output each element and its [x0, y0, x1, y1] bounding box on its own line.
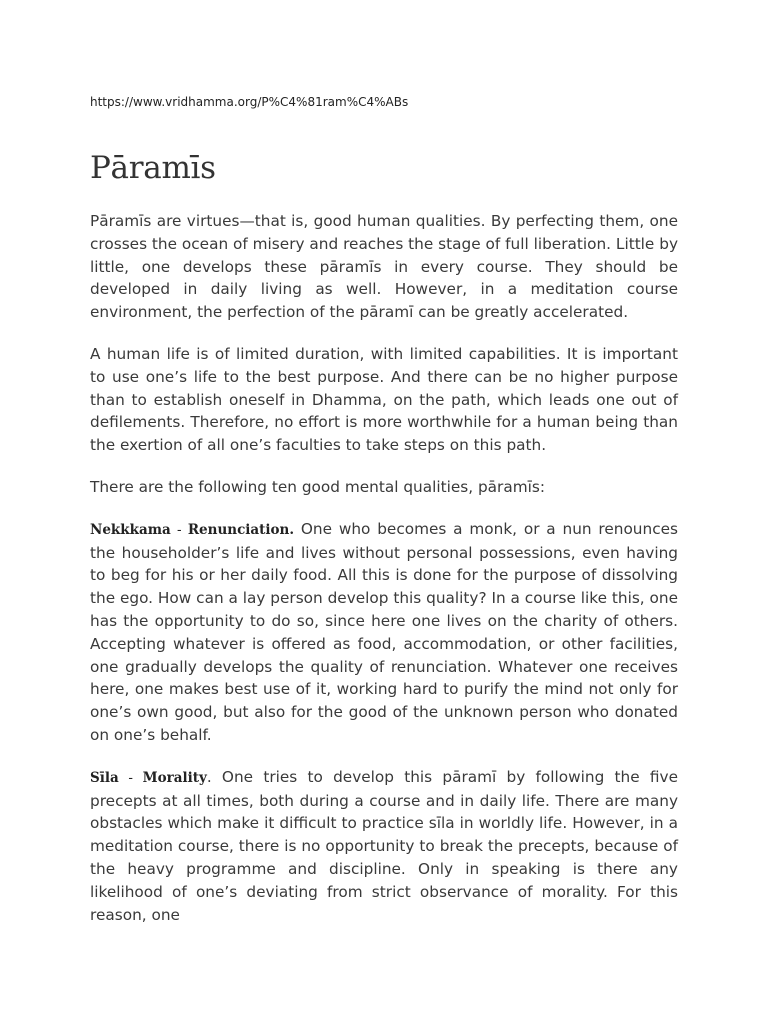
list-intro-paragraph: There are the following ten good mental qualities, pāramīs:: [90, 477, 545, 496]
intro-paragraph: Pāramīs are virtues—that is, good human qualities. By perfecting them, one crosses the ocean of misery and reaches the stage of full liberation. Little by little, one develops these pāramīs in every course. They should be developed in daily living as well. However, in a meditation course environment, the perfection of the pāramī can be greatly accelerated.: [90, 212, 678, 322]
page-title: Pāramīs: [90, 150, 216, 186]
section-text: . One tries to develop this pāramī by following the five precepts at all times, both during a course and in daily life. There are many obstacles which make it difficult to practice sīla in worldly life. However, in a meditation course, there is no opportunity to break the precepts, because of the heavy programme and discipline. Only in speaking is there any likelihood of one’s deviating from strict observance of morality. For this reason, one: [90, 767, 678, 924]
purpose-paragraph: A human life is of limited duration, with limited capabilities. It is important to use one’s life to the best purpose. And there can be no higher purpose than to establish oneself in Dhamma, on the path, which leads one out of defilements. Therefore, no effort is more worthwhile for a human being than the exertion of all one’s faculties to take steps on this path.: [90, 344, 678, 455]
section-nekkhamma: [90, 518, 678, 747]
term-english-renunciation: Renunciation.: [187, 521, 295, 538]
term-english-morality: Morality: [142, 769, 207, 786]
source-url: https://www.vridhamma.org/P%C4%81ram%C4%ABs: [90, 95, 409, 109]
article-body: [90, 210, 678, 945]
term-pali-sila: Sīla: [90, 769, 119, 786]
section-sila: [90, 766, 678, 927]
term-separator: -: [118, 769, 143, 786]
section-text: One who becomes a monk, or a nun renounces the householder’s life and lives without personal possessions, even having to beg for his or her daily food. All this is done for the purpose of dissolving the ego. How can a lay person develop this quality? In a course like this, one has the opportunity to do so, since here one lives on the charity of others. Accepting whatever is offered as food, accommodation, or other facilities, one gradually develops the quality of renunciation. Whatever one receives here, one makes best use of it, working hard to purify the mind not only for one’s own good, but also for the good of the unknown person who donated on one’s behalf.: [90, 519, 678, 744]
term-pali-nekkhamma: Nekkkama: [90, 521, 171, 538]
term-separator: -: [170, 521, 188, 538]
